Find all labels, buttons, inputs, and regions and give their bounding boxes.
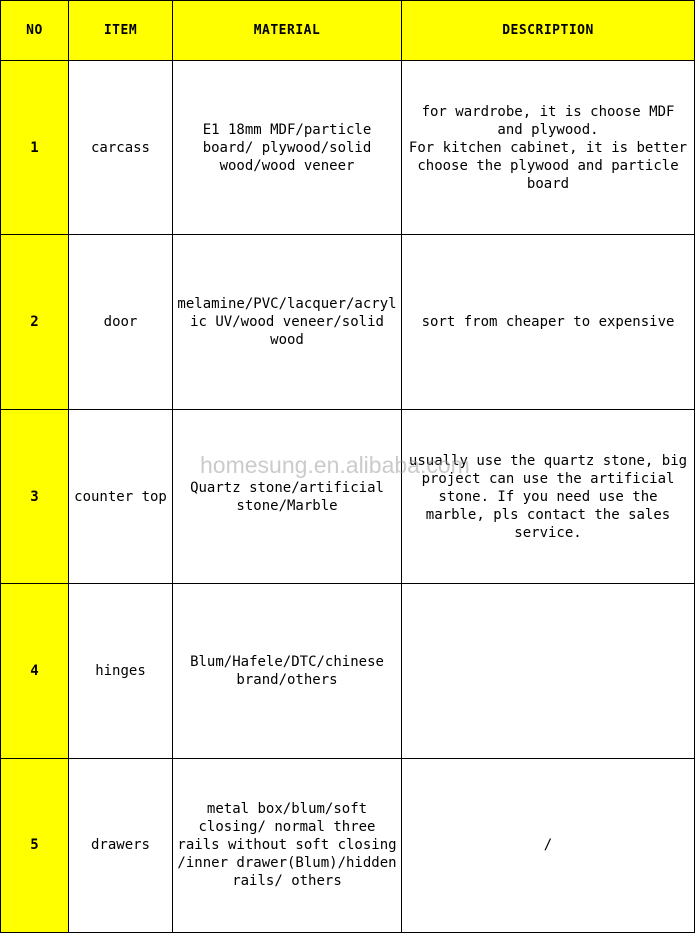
row-number: 4	[1, 584, 69, 758]
row-number: 2	[1, 235, 69, 409]
item-cell: counter top	[69, 409, 173, 583]
description-cell: usually use the quartz stone, big project can use the artificial stone. If you need use the marble, pls contact the sales service.	[402, 409, 695, 583]
description-cell	[402, 584, 695, 758]
material-cell: metal box/blum/soft closing/ normal three rails without soft closing /inner drawer(Blum)/hidden rails/ others	[173, 758, 402, 932]
row-number: 5	[1, 758, 69, 932]
table-row	[1, 758, 695, 932]
table-row	[1, 409, 695, 583]
row-number: 1	[1, 61, 69, 235]
table-row	[1, 584, 695, 758]
header-material: MATERIAL	[173, 1, 402, 61]
material-cell: Blum/Hafele/DTC/chinese brand/others	[173, 584, 402, 758]
table-row	[1, 61, 695, 235]
item-cell: hinges	[69, 584, 173, 758]
row-number: 3	[1, 409, 69, 583]
item-cell: carcass	[69, 61, 173, 235]
description-cell: /	[402, 758, 695, 932]
item-cell: drawers	[69, 758, 173, 932]
header-item: ITEM	[69, 1, 173, 61]
item-cell: door	[69, 235, 173, 409]
table-row	[1, 235, 695, 409]
header-row	[1, 1, 695, 61]
watermark: homesung.en.alibaba.com	[200, 452, 470, 478]
material-cell: Quartz stone/artificial stone/Marble	[173, 409, 402, 583]
material-cell: E1 18mm MDF/particle board/ plywood/solid wood/wood veneer	[173, 61, 402, 235]
description-cell: for wardrobe, it is choose MDF and plywood. For kitchen cabinet, it is better choose the plywood and particle board	[402, 61, 695, 235]
description-cell: sort from cheaper to expensive	[402, 235, 695, 409]
header-no: NO	[1, 1, 69, 61]
material-cell: melamine/PVC/lacquer/acrylic UV/wood veneer/solid wood	[173, 235, 402, 409]
header-description: DESCRIPTION	[402, 1, 695, 61]
